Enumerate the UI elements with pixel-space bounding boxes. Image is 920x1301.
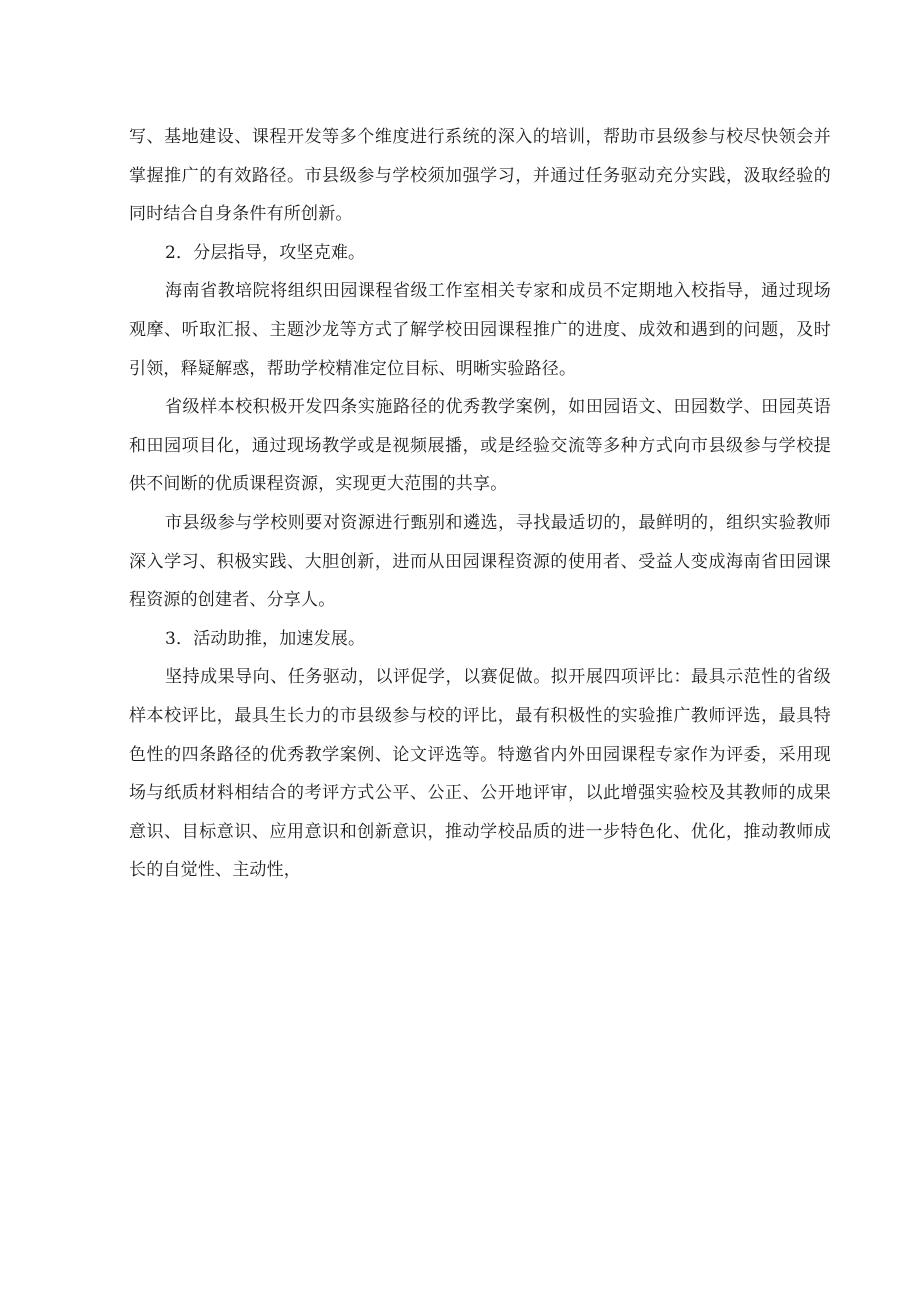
paragraph-sample-schools: 省级样本校积极开发四条实施路径的优秀教学案例，如田园语文、田园数学、田园英语和田园项目化，通过现场教学或是视频展播，或是经验交流等多种方式向市县级参与学校提供不间断的优质课程资源，实现更大范围的共享。 bbox=[129, 397, 831, 495]
paragraph-evaluation: 坚持成果导向、任务驱动，以评促学，以赛促做。拟开展四项评比：最具示范性的省级样本校评比，最具生长力的市县级参与校的评比，最有积极性的实验推广教师评选，最具特色性的四条路径的优秀教学案例、论文评选等。特邀省内外田园课程专家作为评委，采用现场与纸质材料相结合的考评方式公平、公正、公开地评审，以此增强实验校及其教师的成果意识、目标意识、应用意识和创新意识，推动学校品质的进一步特色化、优化，推动教师成长的自觉性、主动性， bbox=[129, 667, 831, 881]
paragraph-guidance: 海南省教培院将组织田园课程省级工作室相关专家和成员不定期地入校指导，通过现场观摩、听取汇报、主题沙龙等方式了解学校田园课程推广的进度、成效和遇到的问题，及时引领，释疑解惑，帮助学校精准定位目标、明晰实验路径。 bbox=[129, 281, 831, 379]
section-heading-3: 3．活动助推，加速发展。 bbox=[165, 628, 366, 649]
paragraph-participating-schools: 市县级参与学校则要对资源进行甄别和遴选，寻找最适切的，最鲜明的，组织实验教师深入学习、积极实践、大胆创新，进而从田园课程资源的使用者、受益人变成海南省田园课程资源的创建者、分享人。 bbox=[129, 512, 831, 611]
paragraph-continuation: 写、基地建设、课程开发等多个维度进行系统的深入的培训，帮助市县级参与校尽快领会并掌握推广的有效路径。市县级参与学校须加强学习，并通过任务驱动充分实践，汲取经验的同时结合自身条件有所创新。 bbox=[129, 127, 831, 225]
document-body bbox=[129, 118, 831, 890]
section-heading-2: 2．分层指导，攻坚克难。 bbox=[165, 242, 366, 263]
